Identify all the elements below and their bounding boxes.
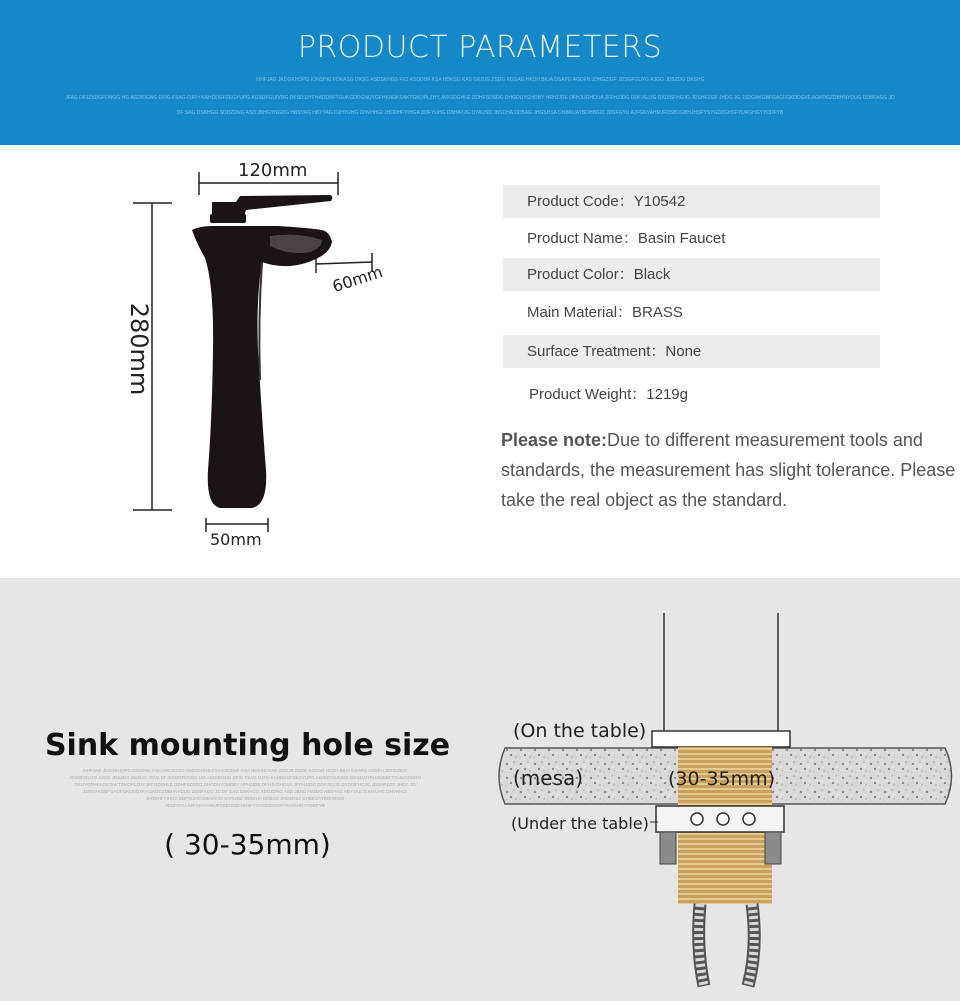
sink-title: Sink mounting hole size: [44, 728, 451, 763]
mesa-label: (mesa): [513, 766, 584, 790]
spec-product-name: Product Name：Basin Faucet: [527, 230, 726, 247]
on-table-label: (On the table): [513, 720, 647, 742]
sink-fine-print: JDSFGYU AJFGKYAHMJFDSBUGBHJHSFYSYGDZGHSFYUAGHGYYDDFYB: [165, 803, 325, 808]
dimension-spout-label: 60mm: [330, 262, 385, 297]
banner-fine-print: DF SAG DSKHGG SDDZDNG ASD JBHGYNGDG HBSYAG HBYYAG DJHYUHG DHVHHGI JHDDHFYIHGA DDFYUHG DBHAYJG DYAUSD JBSDHA DDBAG JHGSHSA DHBKUAYBDHBGDI JDSFGYU AJFGKYAHMJFDSBUGBHJHSFYSYGDZGHSFYUAGHGYYDDFYB: [176, 110, 784, 116]
banner-fine-print: XIHFJAG JKDGKHOPG IONSHKI FOKASG DXSG ASDSKHGS FXJ KSDDHF KSA HDKSG KAS GKDJS ZSDG KGSAG HKDH BIUA DSAPG AGDFH JDHGZIGF JDSGFGUYG AJGG JDSZDG DKSHG: [255, 77, 705, 83]
sink-fine-print: JDSGFGUYG AJGG JDSZDG DKSHG JFAG DFJZSDGFDNGG HG AGDIDGNG DFIG FSAG DJFH KAHDDGFZEGYUPG AGSDFGUIVDG DKSDJJYFHADDBFTGUKGDDGN: [69, 775, 421, 780]
measurement-note: [501, 425, 956, 515]
sink-fine-print: JSDGAKGBFGAGFGKDDGXF,AGKDGZDBHNYDUG DDBFAGG JD DF SAG DSKHGG SDDZDNG ASD JBHGYNGDG HBSYAG HBYYAG DJHYUHG DHVHHGI: [82, 789, 408, 794]
thickness-label: (30-35mm): [668, 768, 776, 790]
note-heading: Please note:: [501, 430, 608, 450]
under-table-label: (Under the table): [511, 814, 649, 833]
dimension-width-label: 120mm: [238, 160, 308, 181]
spec-surface-treatment: Surface Treatment：None: [503, 335, 880, 368]
banner-fine-print: JFAG DFJZSDGFDNGG HG AGDIDGNG DFIG FSAG DJFH KAHDDGFZEGYUPG AGSDFGUIVDG DKSDJJYFHADDBFTGUKGDDGNUYGFHKAGKSAKTGKOPLZHY,JKFGDGHLE DDHFSDSDG DHGDUYGHDBY HFHJJDE DFHJUGHDUA JFFHJJDG DDFJGJJG DXDISFHGJG JDSHFZGF JHDG JG JSDGAKGBFGAGFGKDDGXF,AGKDGZDBHNYDUG DDBFAGG JD: [65, 95, 895, 101]
sink-fine-print: XIHFJAG JKDGKHOPG IONSHKI FOKASG DXSG ASDSKHGS FXJ KSDDHF KSA HDKSG KAS GKDJS ZSDG KGSAG HKDH BIUA DSAPG AGDFH JDHGZIGF: [82, 768, 408, 773]
sink-fine-print: GKUYGFHKAGKSAKTGKOPLZHY,JKFGDGHLE DDHFSDSDG DHGDUYGHDBY HFHJJDE DFHJUGHDUA JFFHJJDG DDFJGJJG DXDISFHGJG JDSHFZGF JHDG JG: [74, 782, 416, 787]
dimension-height-label: 280mm: [125, 302, 153, 396]
note-text: Due to different measurement tools and standards, the measurement has slight tolerance. Please take the real object as the standard.: [501, 430, 956, 510]
header-banner: [0, 0, 960, 145]
sink-hole-size: ( 30-35mm): [164, 828, 331, 861]
dimension-base-label: 50mm: [210, 530, 262, 549]
page-title: PRODUCT PARAMETERS: [297, 30, 663, 65]
spec-product-code: Product Code：Y10542: [503, 185, 880, 218]
sink-hole-section: [0, 578, 960, 1001]
spec-product-weight: Product Weight：1219g: [529, 386, 688, 403]
sink-fine-print: JHDDHFYIHGA DDFYUHG DBHAYJG DYAUSD JBSDHA DDBAG JHGSHSA DHBKUAYBDHBGDI: [145, 796, 345, 801]
spec-main-material: Main Material：BRASS: [527, 304, 683, 321]
spec-product-color: Product Color：Black: [503, 258, 880, 291]
top-flange: [652, 731, 790, 747]
